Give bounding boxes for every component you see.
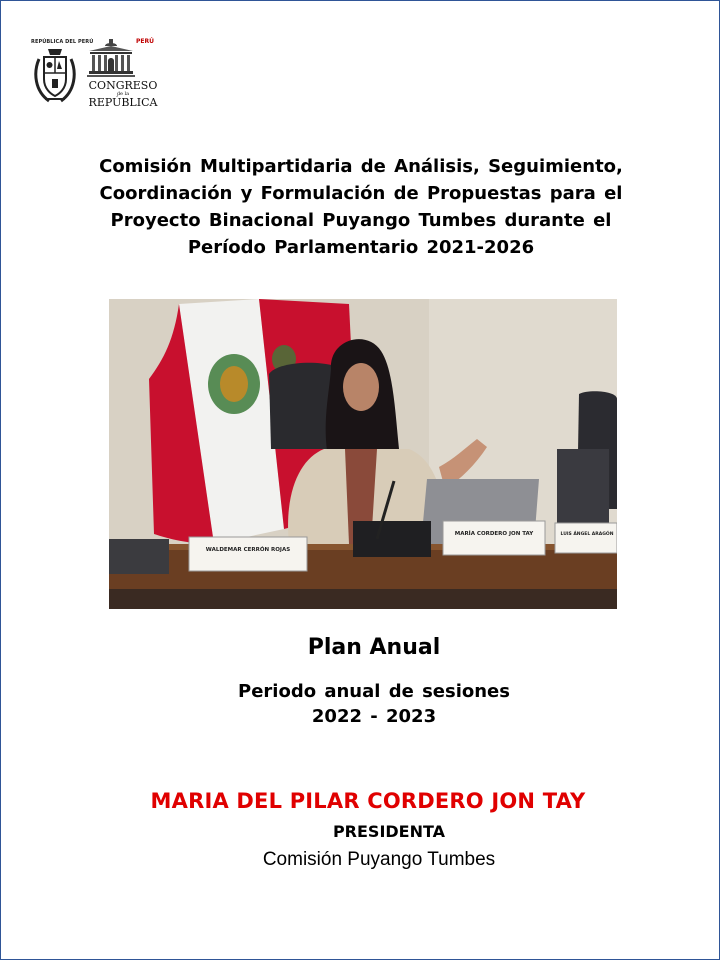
document-title [41, 153, 681, 261]
president-name: MARIA DEL PILAR CORDERO JON TAY [150, 789, 586, 813]
nameplate-center: MARÍA CORDERO JON TAY [454, 531, 534, 537]
congress-republic-label: REPÚBLICA [88, 96, 158, 109]
plan-heading: Plan Anual [307, 635, 441, 660]
commission-name: Comisión Puyango Tumbes [262, 849, 496, 870]
seal-caption: REPÚBLICA DEL PERÚ [31, 39, 94, 45]
president-role: PRESIDENTA [332, 822, 446, 841]
coat-of-arms-icon [33, 47, 77, 105]
congress-country-label: PERÚ [136, 38, 154, 45]
session-photo-illustration [109, 299, 617, 609]
title-line: Coordinación y Formulación de Propuestas para el [99, 183, 623, 204]
nameplate-left: WALDEMAR CERRÓN ROJAS [205, 547, 291, 553]
congress-name-label: CONGRESO [88, 79, 158, 92]
header-logos [29, 35, 169, 115]
congress-connector-label: de la [116, 91, 130, 97]
session-photo [109, 299, 617, 609]
title-line: Comisión Multipartidaria de Análisis, Seguimiento, [99, 156, 623, 177]
title-line: Proyecto Binacional Puyango Tumbes durante el [110, 210, 612, 231]
period-years: 2022 - 2023 [311, 706, 437, 727]
period-label: Periodo anual de sesiones [238, 681, 510, 702]
congress-building-icon [87, 37, 135, 79]
title-line: Período Parlamentario 2021-2026 [187, 237, 535, 258]
nameplate-right: LUIS ÁNGEL ARAGÓN [560, 532, 614, 537]
